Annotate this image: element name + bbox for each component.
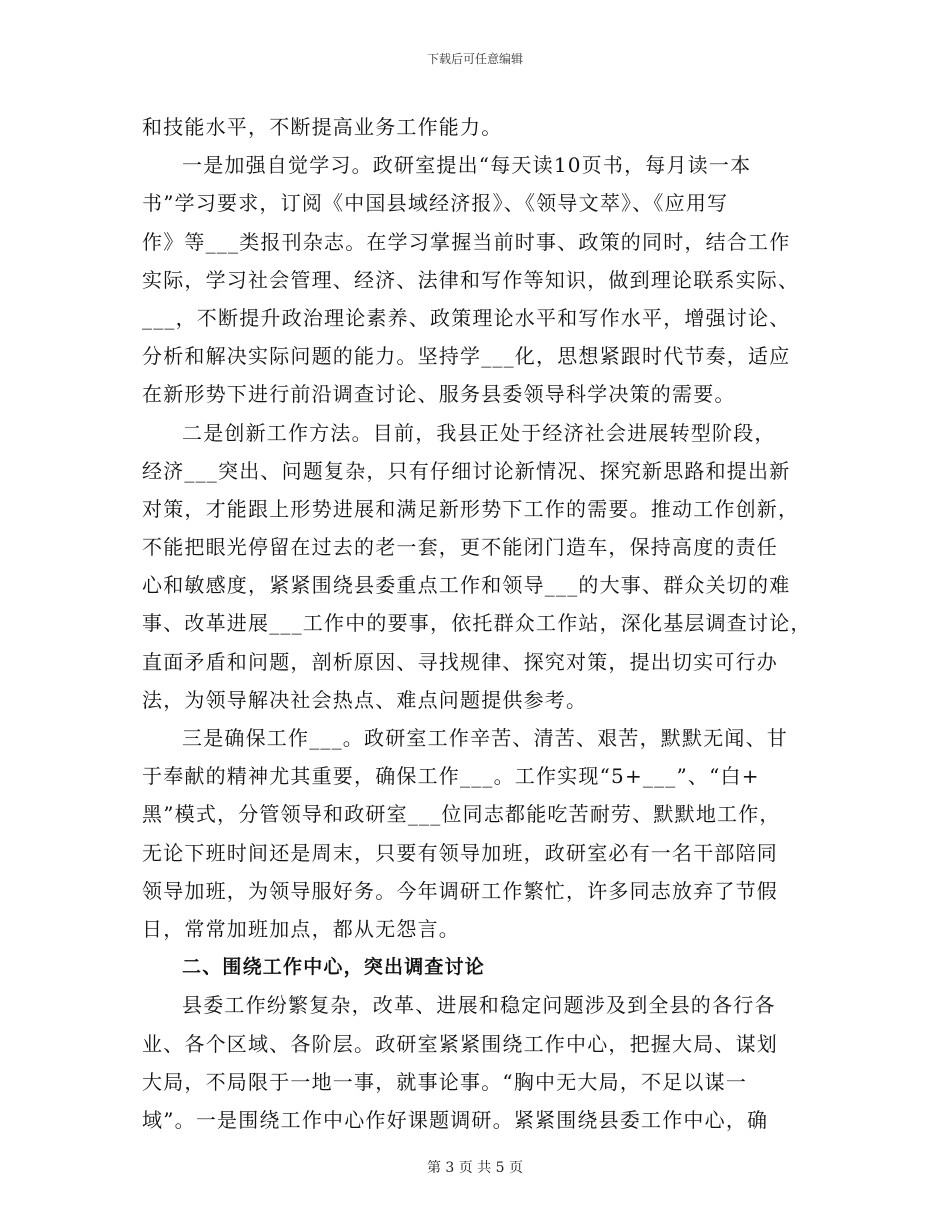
text-line: 心和敏感度，紧紧围绕县委重点工作和领导___的大事、群众关切的难 [142,573,791,598]
section-heading: 二、围绕工作中心，突出调查讨论 [182,956,486,979]
text-line: 对策，才能跟上形势进展和满足新形势下工作的需要。推动工作创新， [142,496,800,521]
text-line: 经济___突出、问题复杂，只有仔细讨论新情况、探究新思路和提出新 [142,458,791,483]
text-line: 于奉献的精神尤其重要，确保工作___。工作实现“5+___”、“白+ [142,764,760,789]
page-header: 下载后可任意编辑 [426,52,523,66]
text-line: 三是确保工作___。政研室工作辛苦、清苦、艰苦，默默无闻、甘 [182,726,788,750]
text-line: 实际，学习社会管理、经济、法律和写作等知识，做到理论联系实际、 [142,267,800,292]
text-line: 法，为领导解决社会热点、难点问题提供参考。 [142,687,588,712]
text-line: 无论下班时间还是周末，只要有领导加班，政研室必有一名干部陪同 [142,840,778,865]
text-line: 书”学习要求，订阅《中国县域经济报》、《领导文萃》、《应用写 [142,191,729,216]
text-line: 一是加强自觉学习。政研室提出“每天读10页书，每月读一本 [182,153,752,178]
text-line: 大局，不局限于一地一事，就事论事。“胸中无大局，不足以谋一 [142,1069,748,1094]
text-line: 直面矛盾和问题，剖析原因、寻找规律、探究对策，提出切实可行办 [142,649,778,674]
document-body [142,108,812,1139]
text-line: 域”。一是围绕工作中心作好课题调研。紧紧围绕县委工作中心，确 [142,1107,769,1132]
text-line: 作》等___类报刊杂志。在学习掌握当前时事、政策的同时，结合工作 [142,229,791,254]
text-line: 事、改革进展___工作中的要事，依托群众工作站，深化基层调查讨论， [142,611,812,636]
text-line: 不能把眼光停留在过去的老一套，更不能闭门造车，保持高度的责任 [142,535,778,560]
page-footer: 第 3 页 共 5 页 [426,1160,524,1176]
text-line: ___，不断提升政治理论素养、政策理论水平和写作水平，增强讨论、 [142,305,791,330]
text-line: 和技能水平，不断提高业务工作能力。 [142,115,503,139]
text-line: 日，常常加班加点，都从无怨言。 [142,916,460,941]
text-line: 领导加班，为领导服好务。今年调研工作繁忙，许多同志放弃了节假 [142,878,778,903]
text-line: 县委工作纷繁复杂，改革、进展和稳定问题涉及到全县的各行各 [182,993,776,1018]
text-line: 分析和解决实际问题的能力。坚持学___化，思想紧跟时代节奏，适应 [142,344,791,369]
text-line: 在新形势下进行前沿调查讨论、服务县委领导科学决策的需要。 [142,382,736,407]
text-line: 二是创新工作方法。目前，我县正处于经济社会进展转型阶段， [182,420,776,445]
text-line: 业、各个区域、各阶层。政研室紧紧围绕工作中心，把握大局、谋划 [142,1031,778,1056]
text-line: 黑”模式，分管领导和政研室___位同志都能吃苦耐劳、默默地工作， [142,802,781,827]
